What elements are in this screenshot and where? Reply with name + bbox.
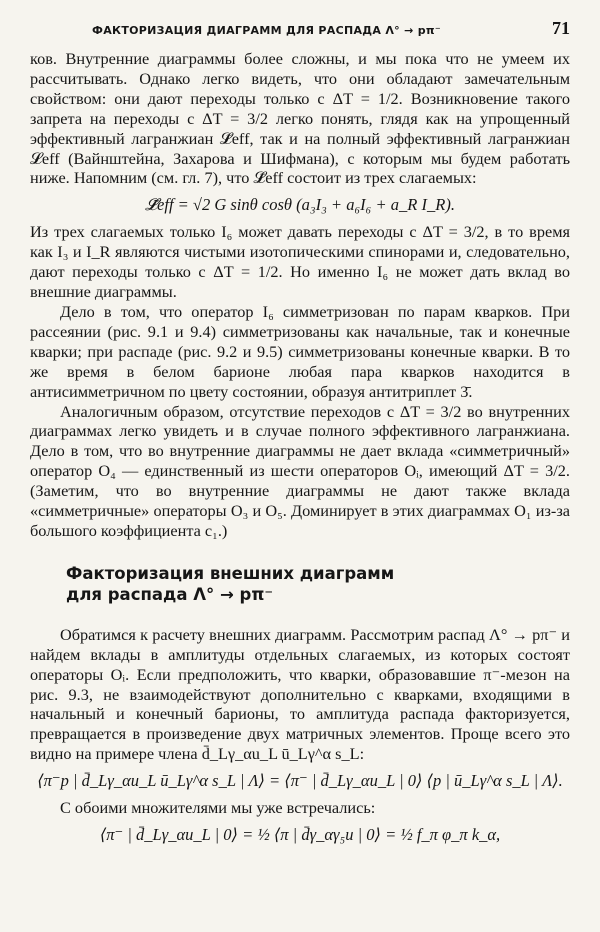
paragraph-internal-diagrams: Аналогичным образом, отсутствие переходов с ΔT = 3/2 во внутренних диаграммах легко увидеть и в случае полного эффективного лагранжиана. Дело в том, что во внутренние диаграммы не дает вклада «симметричный» оператор O₄ — единственный из шести операторов Oᵢ, имеющий ΔT = 3/2. (Заметим, что во внутренние диаграммы не дают также вклада «симметричные» операторы O₃ и O₅. Доминирует в этих диаграммах O₁ из-за большого коэффициента c₁.)	[30, 401, 570, 540]
paragraph-i6: Из трех слагаемых только I₆ может давать переходы с ΔT = 3/2, в то время как I₃ и I_R являются чистыми изотопическими спинорами и, следовательно, дают переходы только с ΔT = 1/2. Но именно I₆ не может дать вклад во внешние диаграммы.	[30, 222, 570, 302]
paragraph-intro: ков. Внутренние диаграммы более сложны, и мы пока что не умеем их рассчитывать. Однако легко видеть, что они обладают замечательным свойством: они дают переходы только с ΔT = 1/2. Возникновение такого запрета на переходы с ΔT = 3/2 легко понять, глядя как на упрощенный эффективный лагранжиан 𝓛̃eff, так и на полный эффективный лагранжиан 𝓛eff (Вайнштейна, Захарова и Шифмана), с которым мы будем работать ниже. Напомним (см. гл. 7), что 𝓛̃eff состоит из трех слагаемых:	[30, 49, 570, 188]
formula-pion-element: ⟨π⁻ | d̄_Lγ_αu_L | 0⟩ = ½ ⟨π | d̄γ_αγ₅u | 0⟩ = ½ f_π φ_π k_α,	[99, 825, 501, 845]
running-head	[30, 18, 570, 39]
section-heading-line-1: Факторизация внешних диаграмм	[66, 563, 395, 583]
section-heading	[66, 563, 570, 605]
formula-lagrangian: 𝓛̃eff = √2 G sinθ cosθ (a₃I₃ + a₆I₆ + a_R I_R).	[145, 195, 455, 215]
running-title: ФАКТОРИЗАЦИЯ ДИАГРАММ ДЛЯ РАСПАДА Λ° → pπ⁻	[92, 24, 442, 37]
paragraph-external-diagrams: Обратимся к расчету внешних диаграмм. Рассмотрим распад Λ° → pπ⁻ и найдем вклады в амплитуды отдельных слагаемых, из которых состоят операторы Oᵢ. Если предположить, что кварки, образовавшие π⁻-мезон на рис. 9.3, не взаимодействуют дополнительно с кварками, входящими в начальный и конечный барионы, то амплитуда распада факторизуется, превращается в произведение двух матричных элементов. Проще всего это видно на примере члена d̄_Lγ_αu_L ū_Lγ^α s_L:	[30, 624, 570, 764]
page-number: 71	[552, 18, 570, 38]
section-heading-line-2: для распада Λ° → pπ⁻	[66, 584, 274, 604]
paragraph-symmetrization: Дело в том, что оператор I₆ симметризован по парам кварков. При рассеянии (рис. 9.1 и 9.4) симметризованы как начальные, так и конечные кварки; при распаде (рис. 9.2 и 9.5) симметризованы конечные кварки. В то же время в белом барионе любая пара кварков находится в антисимметричном по цвету состоянии, образуя антитриплет 3̄.	[30, 301, 570, 401]
paragraph-factors: С обоими множителями мы уже встречались:	[60, 798, 376, 818]
formula-factorization: ⟨π⁻p | d̄_Lγ_αu_L ū_Lγ^α s_L | Λ⟩ = ⟨π⁻ | d̄_Lγ_αu_L | 0⟩ ⟨p | ū_Lγ^α s_L | Λ⟩.	[37, 771, 563, 791]
